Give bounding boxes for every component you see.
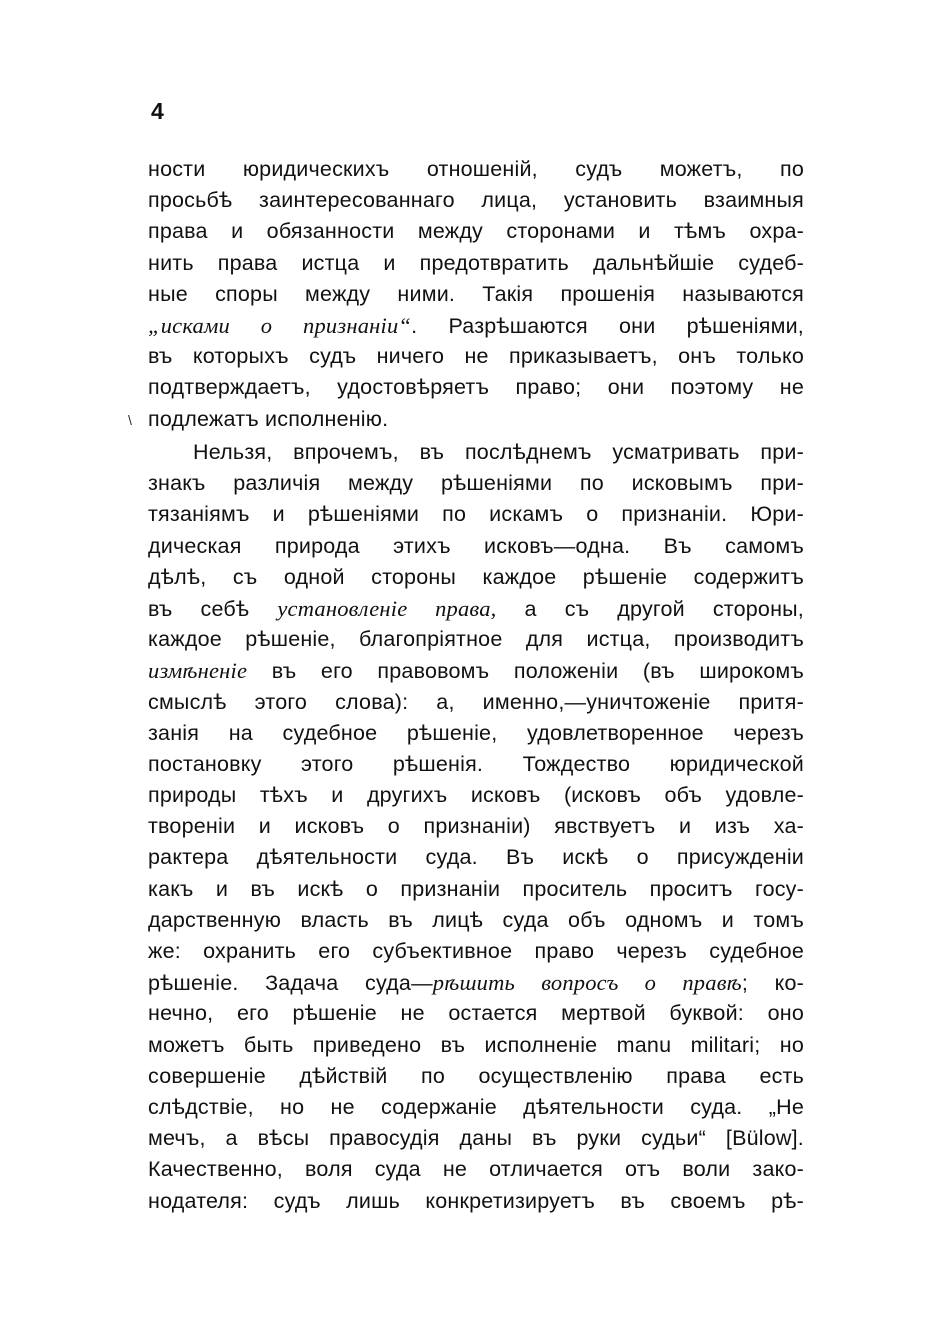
text-line: ности юридическихъ отношенiй, судъ можетъ, по	[148, 157, 804, 181]
text-line	[148, 655, 804, 686]
text-line: смыслѣ этого слова): а, именно,—уничтоженiе притя-	[148, 689, 804, 714]
text-line: просьбѣ заинтересованнаго лица, установить взаимныя	[148, 188, 804, 213]
text-line: знакъ различiя между рѣшенiями по исковымъ при-	[148, 471, 804, 496]
text-line: рактера дѣятельности суда. Въ искѣ о присужденiи	[148, 845, 804, 870]
text-fragment: ; ко-	[741, 971, 804, 996]
text-line: творенiи и исковъ о признанiи) явствуетъ и изъ ха-	[148, 814, 804, 839]
text-fragment: а съ другой стороны,	[496, 596, 804, 621]
margin-mark: \	[128, 412, 132, 428]
italic-term: измѣненiе	[148, 658, 248, 684]
text-line: природы тѣхъ и другихъ исковъ (исковъ объ удовле-	[148, 783, 804, 808]
text-line: совершенiе дѣйствiй по осуществленiю права есть	[148, 1063, 804, 1088]
text-line: Нельзя, впрочемъ, въ послѣднемъ усматривать при-	[193, 440, 804, 464]
text-line: постановку этого рѣшенiя. Тождество юридической	[148, 751, 804, 776]
text-line: нодателя: судъ лишь конкретизируетъ въ своемъ рѣ-	[148, 1188, 804, 1213]
text-fragment: въ себѣ	[148, 596, 278, 621]
italic-term: установленiе права,	[277, 595, 497, 621]
paragraph-1	[148, 154, 804, 435]
text-line: мечъ, а вѣсы правосудiя даны въ руки судьи“ [Bülow].	[148, 1126, 804, 1151]
text-line: можетъ быть приведено въ исполненiе manu militari; но	[148, 1032, 804, 1057]
text-fragment: рѣшенiе. Задача суда—	[148, 971, 433, 996]
text-line	[148, 967, 804, 998]
text-line: нить права истца и предотвратить дальнѣйшiе судеб-	[148, 250, 804, 275]
paragraph-2	[148, 437, 804, 1217]
text-line: занiя на судебное рѣшенiе, удовлетворенное черезъ	[148, 720, 804, 745]
page-number: 4	[151, 98, 164, 124]
text-line: ные споры между ними. Такiя прошенiя называются	[148, 281, 804, 306]
text-line: же: охранить его субъективное право черезъ судебное	[148, 939, 804, 963]
text-fragment: въ его правовомъ положенiи (въ широкомъ	[247, 659, 804, 684]
text-fragment: . Разрѣшаются они рѣшенiями,	[411, 313, 804, 338]
text-line: каждое рѣшенiе, благопрiятное для истца, производитъ	[148, 627, 804, 652]
italic-term: рѣшить вопросъ о правѣ	[432, 970, 742, 996]
text-line: Качественно, воля суда не отличается отъ воли зако-	[148, 1157, 804, 1182]
text-line: въ которыхъ судъ ничего не приказываетъ, онъ только	[148, 344, 804, 369]
text-line: какъ и въ искѣ о признанiи проситель проситъ госу-	[148, 876, 804, 901]
text-line: дическая природа этихъ исковъ—одна. Въ самомъ	[148, 533, 804, 558]
text-line: слѣдствiе, но не содержанiе дѣятельности суда. „Не	[148, 1094, 804, 1119]
text-line: дѣлѣ, съ одной стороны каждое рѣшенiе содержитъ	[148, 564, 804, 589]
text-line	[148, 593, 804, 624]
text-line: подлежатъ исполненiю.	[148, 406, 389, 431]
text-line: подтверждаетъ, удостовѣряетъ право; они поэтому не	[148, 375, 804, 400]
text-line: тязанiямъ и рѣшенiями по искамъ о признанiи. Юри-	[148, 502, 804, 527]
text-line: права и обязанности между сторонами и тѣмъ охра-	[148, 219, 804, 244]
text-line: нечно, его рѣшенiе не остается мертвой буквой: оно	[148, 1001, 804, 1026]
text-line: дарственную власть въ лицѣ суда объ одномъ и томъ	[148, 907, 804, 932]
italic-term: „исками о признанiи“	[148, 312, 412, 338]
text-line	[148, 310, 804, 341]
